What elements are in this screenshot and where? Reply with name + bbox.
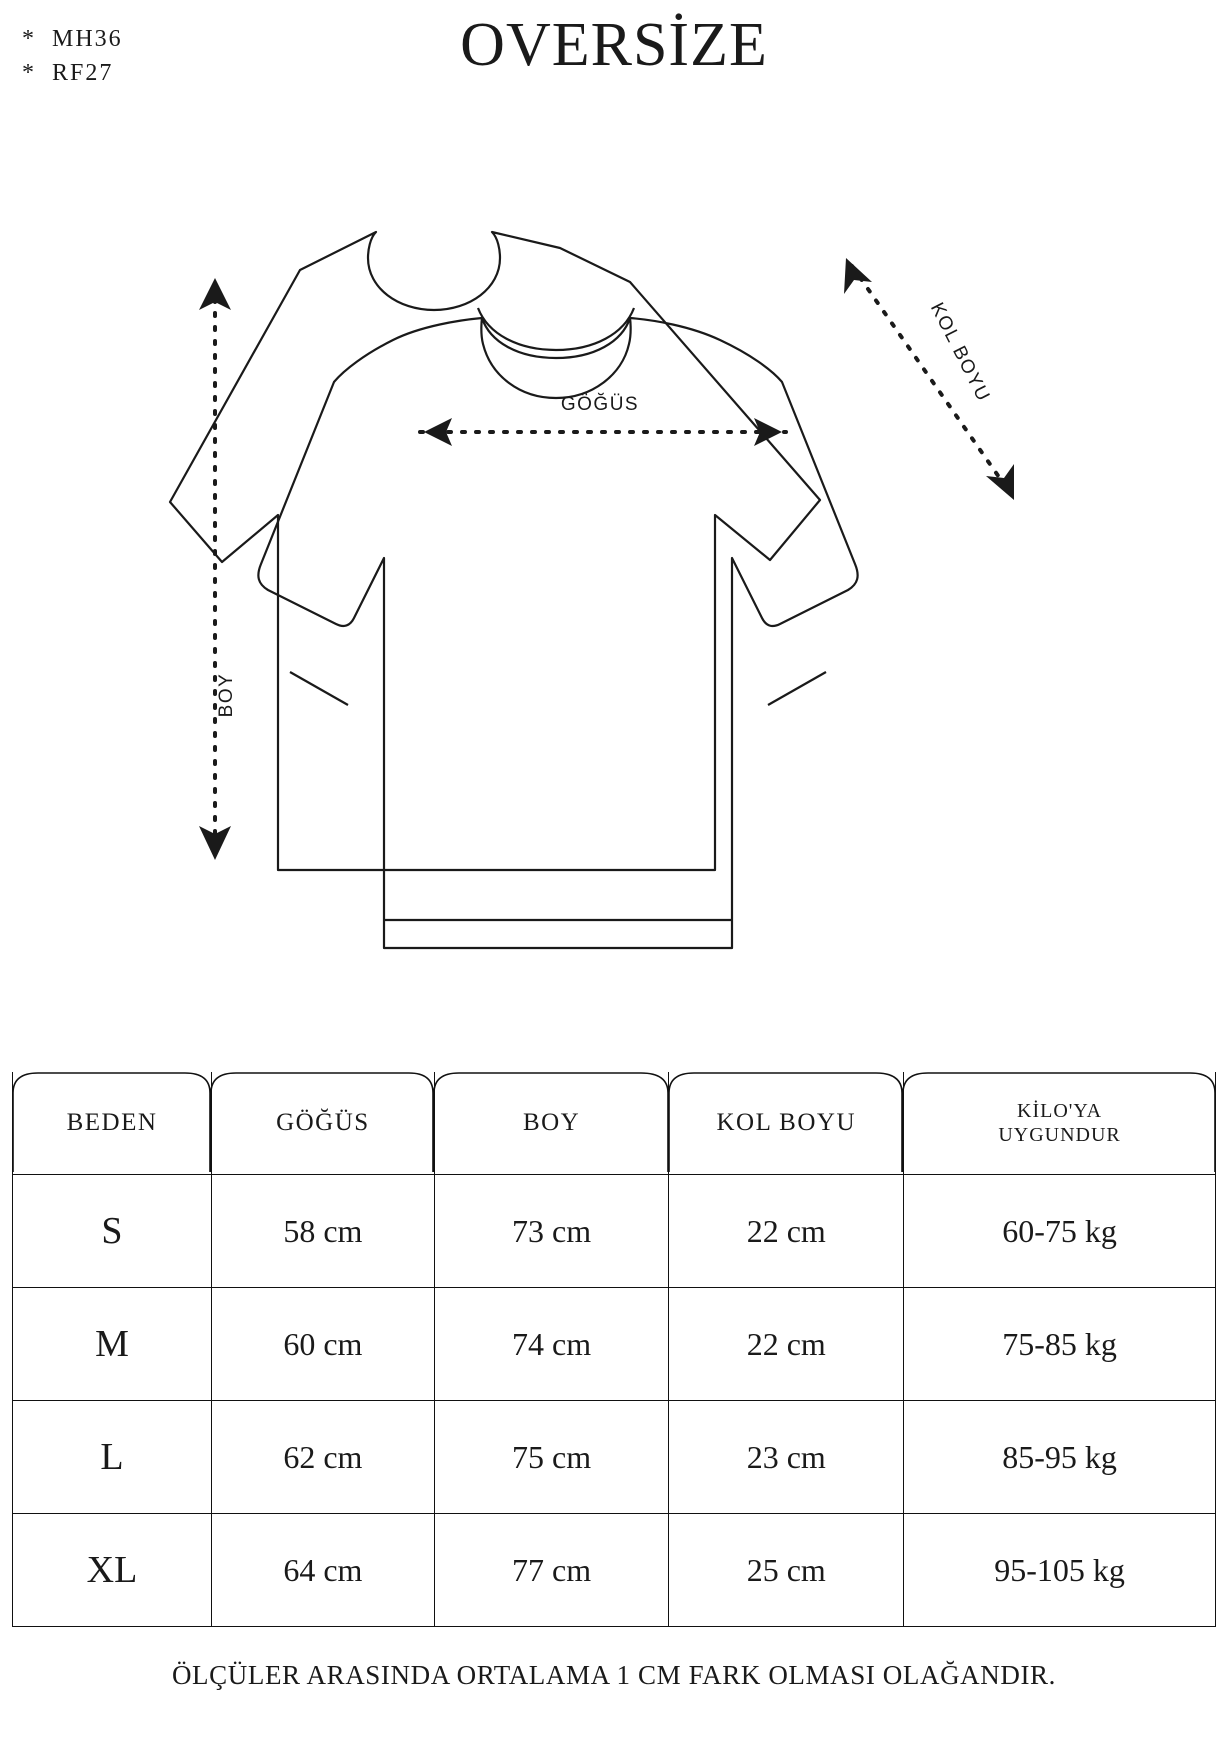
cell-kilo: 85-95 kg (904, 1401, 1216, 1514)
cell-gogus: 58 cm (212, 1175, 435, 1288)
cell-gogus: 60 cm (212, 1288, 435, 1401)
cell-beden: XL (13, 1514, 212, 1627)
table-row (13, 1288, 1216, 1401)
cell-beden: L (13, 1401, 212, 1514)
cell-gogus: 64 cm (212, 1514, 435, 1627)
header-kilo-line2: UYGUNDUR (998, 1124, 1121, 1146)
cell-kilo: 95-105 kg (904, 1514, 1216, 1627)
cell-beden: S (13, 1175, 212, 1288)
double-arrow-horizontal-icon (420, 418, 786, 446)
cell-beden: M (13, 1288, 212, 1401)
sleeve-label: KOL BOYU (925, 299, 994, 406)
chest-label: GÖĞÜS (560, 394, 640, 415)
footnote-text: ÖLÇÜLER ARASINDA ORTALAMA 1 CM FARK OLMASI OLAĞANDIR. (171, 1660, 1057, 1690)
cell-kilo: 75-85 kg (904, 1288, 1216, 1401)
tshirt-body-path (258, 308, 857, 948)
cell-gogus: 62 cm (212, 1401, 435, 1514)
cell-kol: 23 cm (669, 1401, 904, 1514)
header-beden: BEDEN (13, 1072, 212, 1175)
cell-kilo: 60-75 kg (904, 1175, 1216, 1288)
cell-boy: 75 cm (434, 1401, 669, 1514)
size-table (12, 1072, 1216, 1627)
page-title: OVERSİZE (460, 11, 768, 79)
double-arrow-vertical-icon (199, 278, 231, 860)
table-row (13, 1401, 1216, 1514)
header-kilo (904, 1072, 1216, 1175)
header-kilo-line1: KİLO'YA (1017, 1100, 1103, 1122)
cell-boy: 77 cm (434, 1514, 669, 1627)
size-table-wrapper (12, 1072, 1216, 1627)
table-row (13, 1514, 1216, 1627)
header-kol-boyu: KOL BOYU (669, 1072, 904, 1175)
length-label: BOY (216, 672, 237, 718)
table-header-row (13, 1072, 1216, 1175)
cell-kol: 22 cm (669, 1175, 904, 1288)
tshirt-measurement-diagram (0, 170, 1228, 960)
cell-boy: 74 cm (434, 1288, 669, 1401)
double-arrow-diagonal-icon (844, 258, 1014, 500)
cell-boy: 73 cm (434, 1175, 669, 1288)
header-gogus: GÖĞÜS (212, 1072, 435, 1175)
table-row (13, 1175, 1216, 1288)
product-code-2: * RF27 (22, 60, 114, 87)
cell-kol: 22 cm (669, 1288, 904, 1401)
header-boy: BOY (434, 1072, 669, 1175)
cell-kol: 25 cm (669, 1514, 904, 1627)
product-code-1: * MH36 (22, 26, 123, 52)
tshirt-outline-icon (170, 232, 820, 870)
